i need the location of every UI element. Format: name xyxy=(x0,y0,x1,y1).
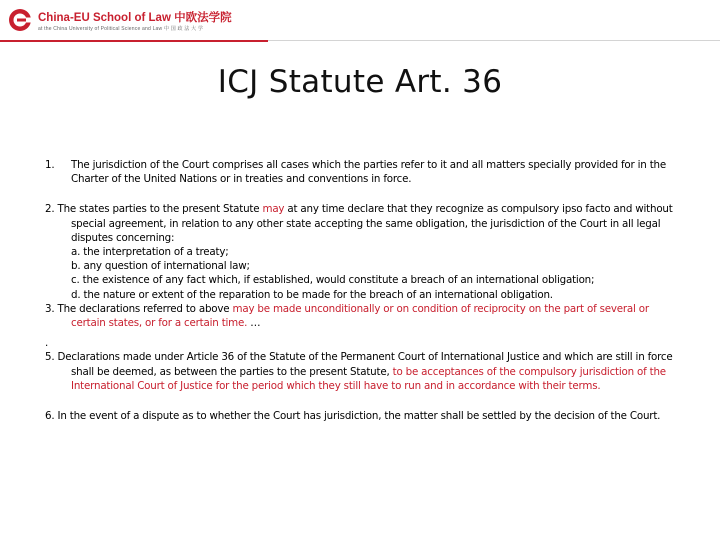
paragraph-2-prefix: 2. The states parties to the present Statute xyxy=(45,203,263,216)
paragraph-2 xyxy=(45,202,685,245)
paragraph-6: 6. In the event of a dispute as to whether the Court has jurisdiction, the matter shall be settled by the decision of the Court. xyxy=(45,410,661,423)
paragraph-3-highlight: may be made unconditionally or on condition of reciprocity on the part of several or certain states, or for a certain time. xyxy=(71,302,649,330)
header xyxy=(8,6,268,36)
paragraph-3 xyxy=(45,302,685,330)
paragraph-3-suffix: … xyxy=(247,317,261,330)
paragraph-3-prefix: 3. The declarations referred to above xyxy=(45,302,233,315)
paragraph-5 xyxy=(45,350,685,393)
paragraph-5-highlight: to be acceptances of the compulsory jurisdiction of the International Court of Justice for the period which they still have to run and in accordance with their terms. xyxy=(71,365,666,392)
paragraph-1-number: 1. xyxy=(45,159,55,171)
list-item: c. the existence of any fact which, if established, would constitute a breach of an international obligation; xyxy=(71,274,595,287)
cesl-logo-icon xyxy=(8,8,32,32)
paragraph-2-suffix: at any time declare that they recognize as compulsory ipso facto and without special agreement, in relation to any other state accepting the same obligation, the jurisdiction of the Court in all legal disputes concerning: xyxy=(71,203,673,244)
slide-body xyxy=(45,158,685,423)
list-item: d. the nature or extent of the reparation to be made for the breach of an international obligation. xyxy=(71,288,553,301)
paragraph-1-text: The jurisdiction of the Court comprises all cases which the parties refer to it and all matters specially provided for in the Charter of the United Nations or in treaties and conventions in force. xyxy=(71,159,667,186)
list-item: a. the interpretation of a treaty; xyxy=(71,246,229,259)
slide-title: ICJ Statute Art. 36 xyxy=(217,64,503,100)
header-rule-accent xyxy=(0,40,268,42)
paragraph-2-highlight: may xyxy=(262,203,285,216)
paragraph-1 xyxy=(45,158,685,186)
header-rule xyxy=(268,40,720,41)
separator-dot: . xyxy=(45,337,49,350)
school-name: China-EU School of Law 中欧法学院 xyxy=(38,12,232,24)
school-subtitle: at the China University of Political Science and Law 中 国 政 法 大 学 xyxy=(38,26,204,32)
list-item: b. any question of international law; xyxy=(71,260,250,273)
paragraph-5-prefix: 5. Declarations made under Article 36 of the Statute of the Permanent Court of International Justice and which are still in force shall be deemed, as between the parties to the present Statute, xyxy=(45,351,673,378)
